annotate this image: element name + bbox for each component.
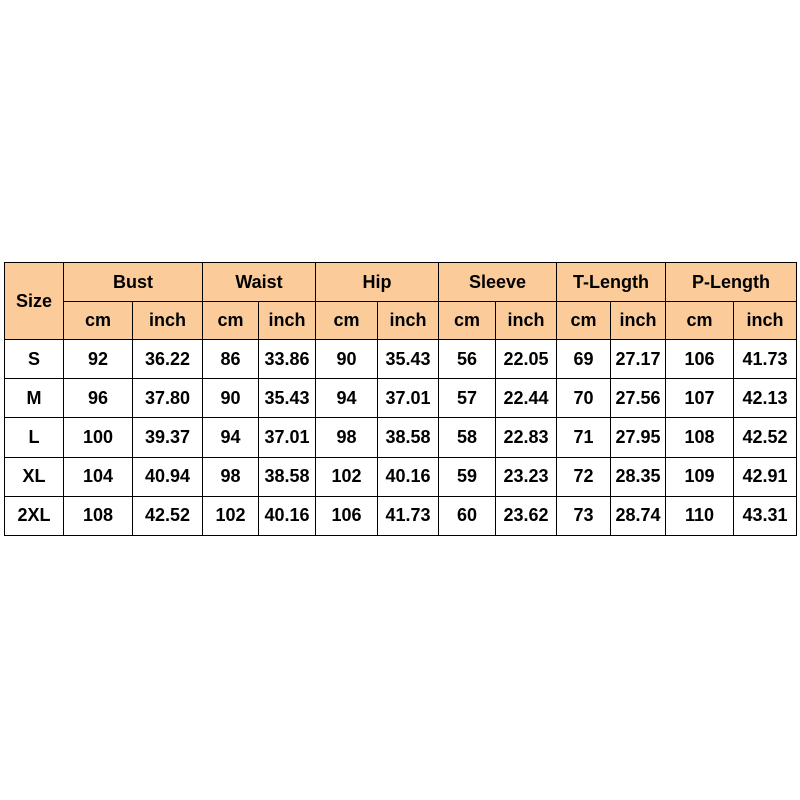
table-cell: 106 (316, 496, 378, 535)
table-cell: 109 (666, 457, 734, 496)
unit-header: inch (611, 302, 666, 340)
hip-header: Hip (316, 263, 439, 302)
table-cell: 33.86 (259, 340, 316, 379)
table-cell: 40.16 (378, 457, 439, 496)
unit-header: cm (666, 302, 734, 340)
table-cell: 59 (439, 457, 496, 496)
table-cell: 22.44 (496, 379, 557, 418)
table-cell: 69 (557, 340, 611, 379)
waist-header: Waist (203, 263, 316, 302)
table-cell: 96 (64, 379, 133, 418)
unit-header: cm (439, 302, 496, 340)
table-cell: 98 (203, 457, 259, 496)
bust-header: Bust (64, 263, 203, 302)
table-cell: 40.94 (133, 457, 203, 496)
size-label: XL (5, 457, 64, 496)
table-cell: 28.35 (611, 457, 666, 496)
unit-header: cm (203, 302, 259, 340)
unit-header: inch (378, 302, 439, 340)
table-body (5, 340, 797, 536)
table-cell: 56 (439, 340, 496, 379)
table-cell: 58 (439, 418, 496, 457)
table-cell: 92 (64, 340, 133, 379)
table-cell: 23.23 (496, 457, 557, 496)
table-cell: 70 (557, 379, 611, 418)
table-cell: 22.05 (496, 340, 557, 379)
table-cell: 28.74 (611, 496, 666, 535)
unit-header: inch (734, 302, 797, 340)
table-header (5, 263, 797, 340)
unit-header: inch (259, 302, 316, 340)
unit-header-row (5, 302, 797, 340)
size-label: 2XL (5, 496, 64, 535)
table-row (5, 340, 797, 379)
table-cell: 35.43 (259, 379, 316, 418)
table-cell: 86 (203, 340, 259, 379)
table-cell: 90 (203, 379, 259, 418)
size-column-header: Size (5, 263, 64, 340)
table-cell: 35.43 (378, 340, 439, 379)
table-cell: 36.22 (133, 340, 203, 379)
table-row (5, 379, 797, 418)
table-row (5, 457, 797, 496)
table-cell: 106 (666, 340, 734, 379)
size-label: S (5, 340, 64, 379)
table-cell: 102 (203, 496, 259, 535)
table-cell: 22.83 (496, 418, 557, 457)
table-cell: 73 (557, 496, 611, 535)
table-cell: 108 (666, 418, 734, 457)
table-cell: 57 (439, 379, 496, 418)
table-row (5, 418, 797, 457)
table-cell: 27.95 (611, 418, 666, 457)
size-chart-table (4, 262, 797, 536)
unit-header: cm (557, 302, 611, 340)
table-cell: 42.52 (133, 496, 203, 535)
unit-header: inch (133, 302, 203, 340)
table-cell: 41.73 (378, 496, 439, 535)
unit-header: cm (316, 302, 378, 340)
table-cell: 40.16 (259, 496, 316, 535)
table-cell: 43.31 (734, 496, 797, 535)
table-cell: 102 (316, 457, 378, 496)
table-cell: 104 (64, 457, 133, 496)
p-length-header: P-Length (666, 263, 797, 302)
table-cell: 90 (316, 340, 378, 379)
size-label: M (5, 379, 64, 418)
table-cell: 42.52 (734, 418, 797, 457)
size-label: L (5, 418, 64, 457)
table-cell: 94 (316, 379, 378, 418)
table-cell: 100 (64, 418, 133, 457)
table-cell: 108 (64, 496, 133, 535)
table-cell: 72 (557, 457, 611, 496)
unit-header: cm (64, 302, 133, 340)
table-cell: 71 (557, 418, 611, 457)
group-header-row (5, 263, 797, 302)
table-cell: 98 (316, 418, 378, 457)
table-cell: 37.80 (133, 379, 203, 418)
table-cell: 39.37 (133, 418, 203, 457)
table-cell: 42.13 (734, 379, 797, 418)
table-cell: 41.73 (734, 340, 797, 379)
unit-header: inch (496, 302, 557, 340)
table-cell: 107 (666, 379, 734, 418)
table-cell: 37.01 (259, 418, 316, 457)
table-cell: 27.56 (611, 379, 666, 418)
table-cell: 110 (666, 496, 734, 535)
table-cell: 38.58 (378, 418, 439, 457)
table-cell: 94 (203, 418, 259, 457)
t-length-header: T-Length (557, 263, 666, 302)
table-cell: 60 (439, 496, 496, 535)
sleeve-header: Sleeve (439, 263, 557, 302)
table-row (5, 496, 797, 535)
table-cell: 37.01 (378, 379, 439, 418)
table-cell: 23.62 (496, 496, 557, 535)
table-cell: 27.17 (611, 340, 666, 379)
table-cell: 38.58 (259, 457, 316, 496)
table-cell: 42.91 (734, 457, 797, 496)
